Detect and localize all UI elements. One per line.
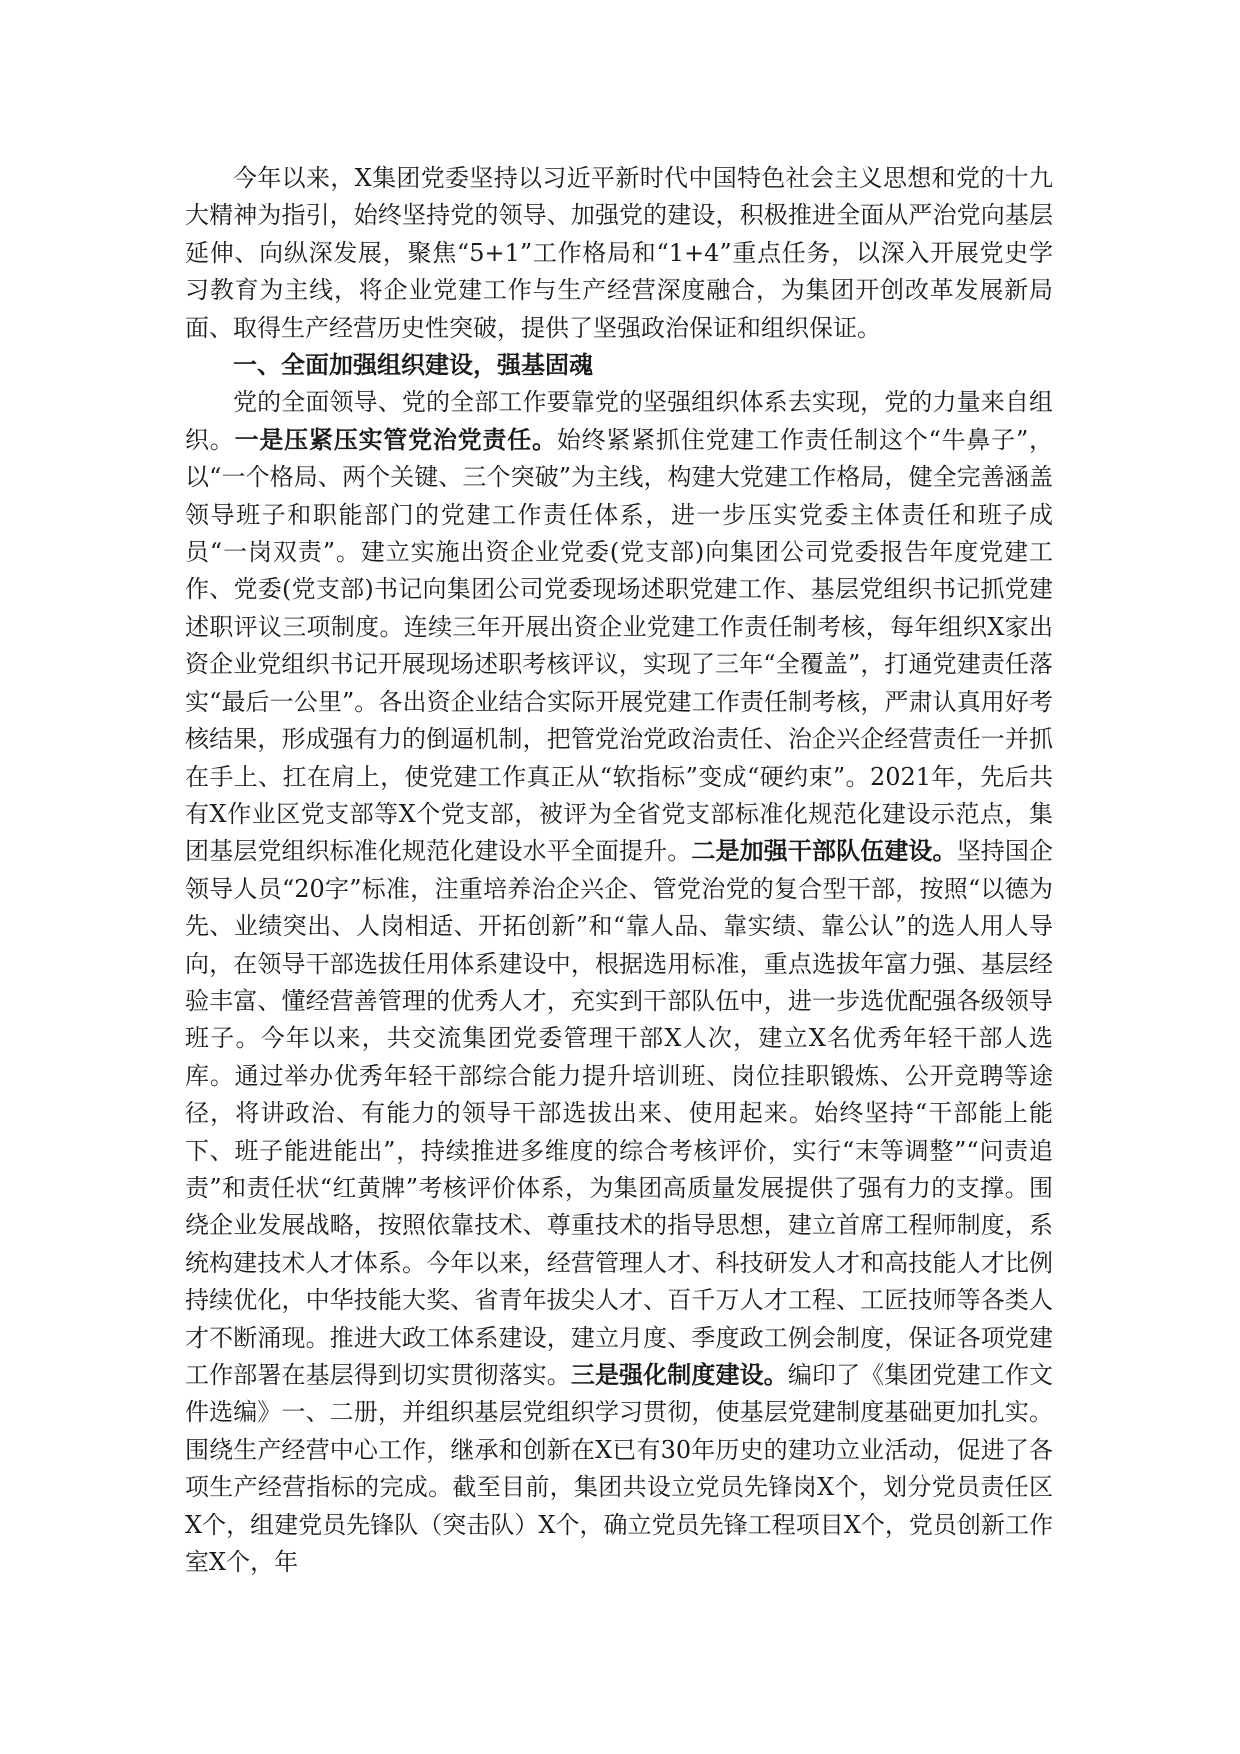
section-opening-text: 党的全面领导、党的全部工作要靠党的坚强组织体系去实现，党的力量来自组织。 xyxy=(185,388,1053,454)
point-3-title: 三是强化制度建设。 xyxy=(570,1361,788,1389)
section-heading: 一、全面加强组织建设，强基固魂 xyxy=(233,351,593,380)
point-1-title: 一是压紧压实管党治党责任。 xyxy=(234,425,557,454)
section-body-paragraph xyxy=(185,384,1053,1581)
point-1-text: 始终紧紧抓住党建工作责任制这个“牛鼻子”，以“一个格局、两个关键、三个突破”为主线，构建大党建工作格局，健全完善涵盖领导班子和职能部门的党建工作责任体系，进一步压实党委主体责任和班子成员“一岗双责”。建立实施出资企业党委(党支部)向集团公司党委报告年度党建工作、党委(党支部)书记向集团公司党委现场述职党建工作、基层党组织书记抓党建述职评议三项制度。连续三年开展出资企业党建工作责任制考核，每年组织X家出资企业党组织书记开展现场述职考核评议，实现了三年“全覆盖”，打通党建责任落实“最后一公里”。各出资企业结合实际开展党建工作责任制考核，严肃认真用好考核结果，形成强有力的倒逼机制，把管党治党政治责任、治企兴企经营责任一并抓在手上、扛在肩上，使党建工作真正从“软指标”变成“硬约束”。2021年，先后共有X作业区党支部等X个党支部，被评为全省党支部标准化规范化建设示范点，集团基层党组织标准化规范化建设水平全面提升。 xyxy=(185,425,1054,866)
intro-paragraph: 今年以来，X集团党委坚持以习近平新时代中国特色社会主义思想和党的十九大精神为指引，始终坚持党的领导、加强党的建设，积极推进全面从严治党向基层延伸、向纵深发展，聚焦“5+1”工作格局和“1+4”重点任务，以深入开展党史学习教育为主线，将企业党建工作与生产经营深度融合，为集团开创改革发展新局面、取得生产经营历史性突破，提供了坚强政治保证和组织保证。 xyxy=(185,164,1053,342)
document-page xyxy=(185,160,1053,1581)
point-3-text: 编印了《集团党建工作文件选编》一、二册，并组织基层党组织学习贯彻，使基层党建制度基础更加扎实。围绕生产经营中心工作，继承和创新在X已有30年历史的建功立业活动，促进了各项生产经营指标的完成。截至目前，集团共设立党员先锋岗X个，划分党员责任区X个，组建党员先锋队（突击队）X个，确立党员先锋工程项目X个，党员创新工作室X个，年 xyxy=(185,1361,1054,1577)
point-2-title: 二是加强干部队伍建设。 xyxy=(691,837,957,866)
point-2-text: 坚持国企领导人员“20字”标准，注重培养治企兴企、管党治党的复合型干部，按照“以德为先、业绩突出、人岗相适、开拓创新”和“靠人品、靠实绩、靠公认”的选人用人导向，在领导干部选拔任用体系建设中，根据选用标准，重点选拔年富力强、基层经验丰富、懂经营善管理的优秀人才，充实到干部队伍中，进一步选优配强各级领导班子。今年以来，共交流集团党委管理干部X人次，建立X名优秀年轻干部人选库。通过举办优秀年轻干部综合能力提升培训班、岗位挂职锻炼、公开竞聘等途径，将讲政治、有能力的领导干部选拔出来、使用起来。始终坚持“干部能上能下、班子能进能出”，持续推进多维度的综合考核评价，实行“末等调整”“问责追责”和责任状“红黄牌”考核评价体系，为集团高质量发展提供了强有力的支撑。围绕企业发展战略，按照依靠技术、尊重技术的指导思想，建立首席工程师制度，系统构建技术人才体系。今年以来，经营管理人才、科技研发人才和高技能人才比例持续优化，中华技能大奖、省青年拔尖人才、百千万人才工程、工匠技师等各类人才不断涌现。推进大政工体系建设，建立月度、季度政工例会制度，保证各项党建工作部署在基层得到切实贯彻落实。 xyxy=(185,837,1054,1389)
